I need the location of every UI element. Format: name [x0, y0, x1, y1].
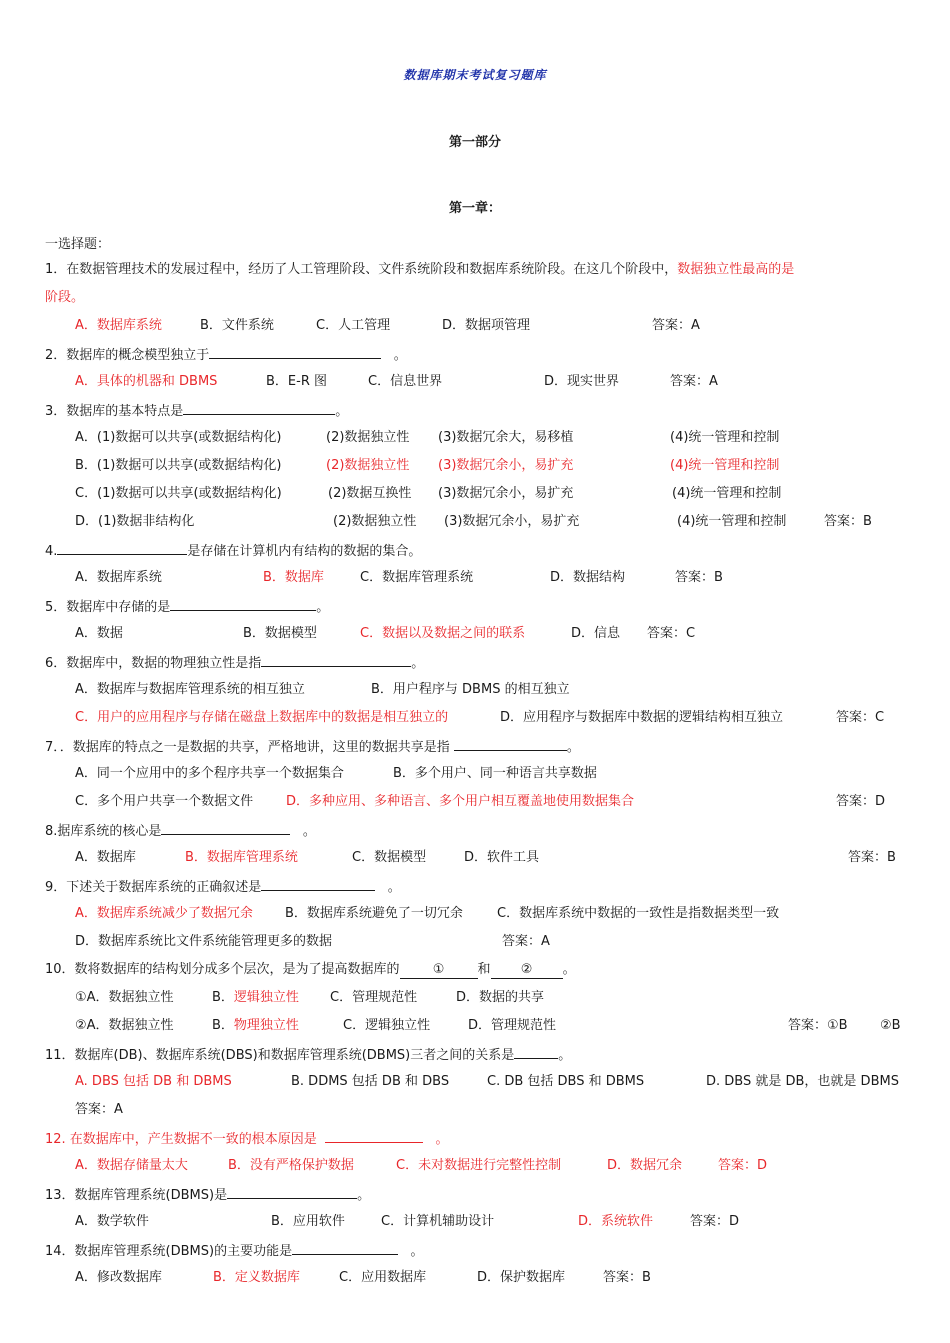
question-9-options-row1 — [0, 904, 950, 924]
option-b: B．定义数据库 — [213, 1270, 300, 1285]
answer-blank — [161, 820, 290, 835]
answer-blank-2: ② — [491, 962, 563, 979]
option-d: D．系统软件 — [578, 1214, 654, 1229]
question-6-options-row2 — [0, 708, 950, 728]
question-11-stem: 11．数据库(DB)、数据库系统(DBS)和数据库管理系统(DBMS)三者之间的关系是 。 — [45, 1044, 571, 1064]
answer: 答案：A — [75, 1102, 123, 1117]
option-b: B．用户程序与 DBMS 的相互独立 — [371, 682, 570, 697]
option-b: B．没有严格保护数据 — [228, 1158, 354, 1173]
option-c: C．数据库系统中数据的一致性是指数据类型一致 — [497, 906, 780, 921]
answer: 答案：B — [675, 570, 723, 585]
option-a: A．具体的机器和 DBMS — [75, 374, 218, 389]
question-3-stem: 3．数据库的基本特点是 。 — [45, 400, 348, 420]
option-d: D. DBS 就是 DB，也就是 DBMS — [706, 1074, 899, 1089]
option-c: C．计算机辅助设计 — [381, 1214, 495, 1229]
answer: 答案：C — [647, 626, 696, 641]
part-title: 第一部分 — [448, 135, 501, 150]
option-c: C．数据以及数据之间的联系 — [360, 626, 526, 641]
option-d: D．数据冗余 — [607, 1158, 683, 1173]
question-8-options — [0, 848, 950, 868]
option-b: B．文件系统 — [200, 318, 274, 333]
question-14-stem: 14．数据库管理系统(DBMS)的主要功能是 。 — [45, 1240, 424, 1260]
option-d: D．保护数据库 — [477, 1270, 566, 1285]
answer-blank — [209, 344, 381, 359]
option-c: C．人工管理 — [316, 318, 391, 333]
option-d: D．数据项管理 — [442, 318, 531, 333]
option-c: C．未对数据进行完整性控制 — [396, 1158, 562, 1173]
document-title: 数据库期末考试复习题库 — [403, 68, 547, 82]
option-c: C．应用数据库 — [339, 1270, 427, 1285]
option-d: D．数据结构 — [550, 570, 626, 585]
option-d: D．多种应用、多种语言、多个用户相互覆盖地使用数据集合 — [286, 794, 635, 809]
question-13-options — [0, 1212, 950, 1232]
question-3-option-c: C．(1)数据可以共享(或数据结构化) (2)数据互换性 (3)数据冗余小，易扩充 (4)统一管理和控制 — [75, 486, 782, 501]
question-11-options — [0, 1072, 950, 1092]
answer-blank — [183, 400, 335, 415]
option-d: D．信息 — [571, 626, 621, 641]
question-10-stem: 10．数将数据库的结构划分成多个层次，是为了提高数据库的 ① 和 ② 。 — [45, 962, 576, 977]
option-b: B．应用软件 — [271, 1214, 345, 1229]
answer-blank — [57, 540, 187, 555]
question-13-stem: 13．数据库管理系统(DBMS)是 。 — [45, 1184, 370, 1204]
chapter-title: 第一章： — [448, 201, 501, 216]
option-c: C. DB 包括 DBS 和 DBMS — [487, 1074, 645, 1089]
option-a: A．同一个应用中的多个程序共享一个数据集合 — [75, 766, 344, 781]
option-b: B．数据库 — [263, 570, 324, 585]
section-label: 一选择题： — [45, 237, 111, 252]
answer: 答案：B — [603, 1270, 651, 1285]
option-c: C．信息世界 — [368, 374, 443, 389]
option-a: A．数据库系统 — [75, 318, 162, 333]
option-c: C．用户的应用程序与存储在磁盘上数据库中的数据是相互独立的 — [75, 710, 449, 725]
question-9-stem: 9．下述关于数据库系统的正确叙述是 。 — [45, 876, 401, 896]
answer-blank — [325, 1128, 423, 1143]
answer: 答案：D — [690, 1214, 740, 1229]
question-5-stem: 5．数据库中存储的是 。 — [45, 596, 329, 616]
question-14-options — [0, 1268, 950, 1288]
option-b: B．数据模型 — [243, 626, 317, 641]
question-9-options-row2 — [0, 932, 950, 952]
answer: 答案：A — [502, 934, 550, 949]
answer-blank — [514, 1044, 558, 1059]
question-1-options — [0, 316, 950, 336]
option-d: D．现实世界 — [544, 374, 620, 389]
answer-blank — [454, 736, 567, 751]
option-b-red: 物理独立性 — [233, 1018, 299, 1033]
option-b: B. DDMS 包括 DB 和 DBS — [291, 1074, 450, 1089]
option-a: A．数据库 — [75, 850, 136, 865]
answer-blank — [227, 1184, 357, 1199]
question-2-options — [0, 372, 950, 392]
question-7-stem: 7．．数据库的特点之一是数据的共享，严格地讲，这里的数据共享是指 。 — [45, 736, 580, 756]
question-3-option-a: A．(1)数据可以共享(或数据结构化) (2)数据独立性 (3)数据冗余大，易移植 (4)统一管理和控制 — [75, 430, 780, 445]
question-8-stem: 8.据库系统的核心是 。 — [45, 820, 316, 840]
question-4-stem: 4. 是存储在计算机内有结构的数据的集合。 — [45, 540, 421, 560]
answer: 答案：①B — [788, 1018, 848, 1033]
answer: 答案：D — [836, 794, 886, 809]
question-1-stem-cont: 阶段。 — [45, 290, 85, 305]
question-7-options-row2 — [0, 792, 950, 812]
question-2-stem: 2．数据库的概念模型独立于 。 — [45, 344, 407, 364]
option-b: B．多个用户、同一种语言共享数据 — [393, 766, 597, 781]
option-c: C．数据库管理系统 — [360, 570, 474, 585]
option-b-red: 逻辑独立性 — [233, 990, 299, 1005]
answer: 答案：C — [836, 710, 885, 725]
option-c: C．多个用户共享一个数据文件 — [75, 794, 254, 809]
option-a: A．数据库系统减少了数据冗余 — [75, 906, 253, 921]
question-6-options-row1 — [0, 680, 950, 700]
option-a: A．修改数据库 — [75, 1270, 162, 1285]
question-3-option-b: B．(1)数据可以共享(或数据结构化) (2)数据独立性 (3)数据冗余小，易扩充 (4)统一管理和控制 — [75, 458, 780, 473]
option-b: B．数据库管理系统 — [185, 850, 298, 865]
question-7-options-row1 — [0, 764, 950, 784]
answer: 答案：B — [824, 514, 872, 529]
question-10-options-row1: ①A．数据独立性 B．逻辑独立性 C．管理规范性 D．数据的共享 — [75, 990, 545, 1005]
option-a: A．数学软件 — [75, 1214, 149, 1229]
option-b: B．数据库系统避免了一切冗余 — [285, 906, 463, 921]
answer: 答案：A — [670, 374, 718, 389]
option-a: A．数据库系统 — [75, 570, 162, 585]
question-12-options — [0, 1156, 950, 1176]
option-d: D．数据库系统比文件系统能管理更多的数据 — [75, 934, 333, 949]
option-a: A．数据库与数据库管理系统的相互独立 — [75, 682, 305, 697]
question-12-stem: 12. 在数据库中，产生数据不一致的根本原因是 。 — [45, 1128, 449, 1148]
answer: 答案：A — [652, 318, 700, 333]
answer: 答案：D — [718, 1158, 768, 1173]
option-c: C．数据模型 — [352, 850, 427, 865]
question-4-options — [0, 568, 950, 588]
answer-blank — [261, 652, 411, 667]
option-b: B．E-R 图 — [266, 374, 327, 389]
answer-blank — [292, 1240, 398, 1255]
answer-blank-1: ① — [400, 962, 478, 979]
question-5-options — [0, 624, 950, 644]
option-d: D．应用程序与数据库中数据的逻辑结构相互独立 — [500, 710, 784, 725]
answer-blank — [170, 596, 316, 611]
option-a: A．数据存储量太大 — [75, 1158, 188, 1173]
answer: 答案：B — [848, 850, 896, 865]
question-1-stem: 1．在数据管理技术的发展过程中，经历了人工管理阶段、文件系统阶段和数据库系统阶段。在这几个阶段中，数据独立性最高的是 — [45, 262, 795, 277]
question-3-option-d: D．(1)数据非结构化 (2)数据独立性 (3)数据冗余小，易扩充 (4)统一管理和控制 答案：B — [0, 512, 950, 532]
question-6-stem: 6．数据库中，数据的物理独立性是指 。 — [45, 652, 424, 672]
option-a: A．数据 — [75, 626, 123, 641]
answer-2: ②B — [880, 1018, 901, 1033]
answer-blank — [261, 876, 375, 891]
option-a: A. DBS 包括 DB 和 DBMS — [75, 1074, 232, 1089]
option-d: D．软件工具 — [464, 850, 540, 865]
question-10-options-row2: ②A．数据独立性 B．物理独立性 C．逻辑独立性 D．管理规范性 答案：①B ②B — [0, 1016, 950, 1036]
